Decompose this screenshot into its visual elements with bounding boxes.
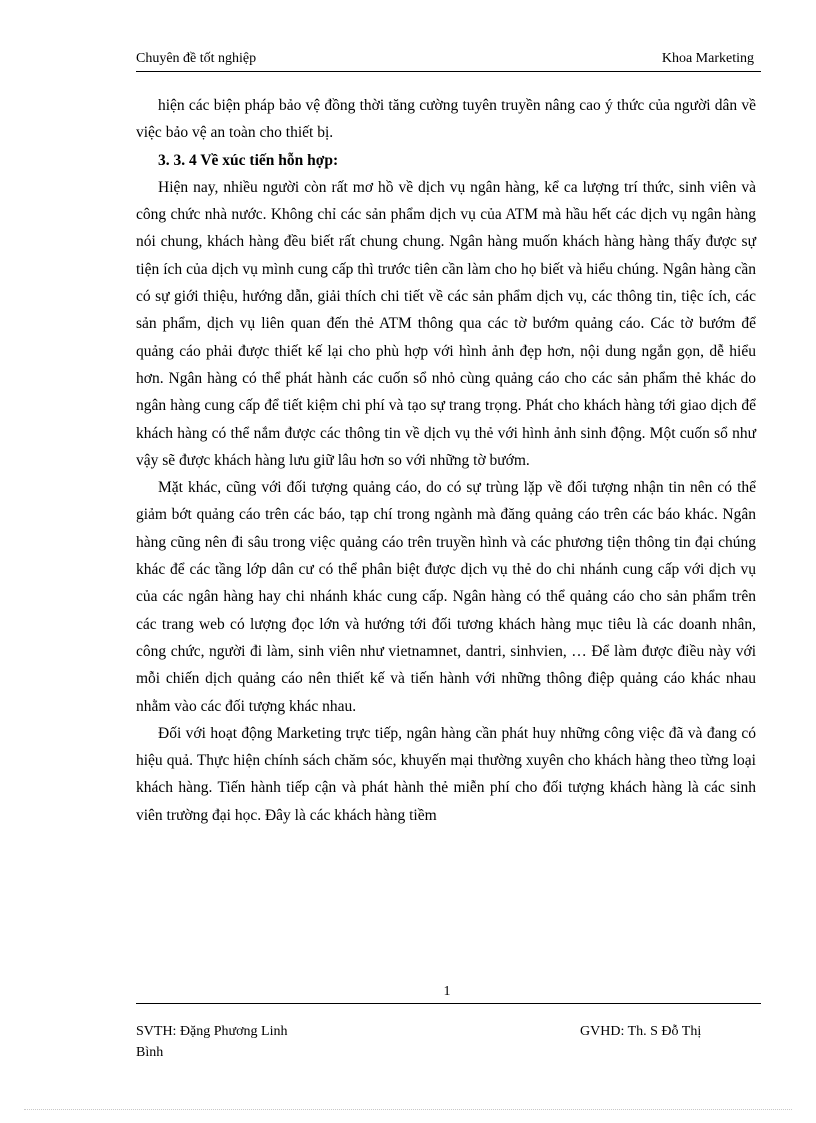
page-boundary-dotted-line — [24, 1109, 792, 1110]
header-document-title: Chuyên đề tốt nghiệp — [136, 51, 257, 66]
body-paragraph-advertising: Mặt khác, cũng với đối tượng quảng cáo, do có sự trùng lặp về đối tượng nhận tin nên có thể giảm bớt quảng cáo trên các báo, tạp chí trong ngành mà đăng quảng cáo trên các báo khác. Ngân hàng cũng nên đi sâu trong việc quảng cáo trên truyền hình và các phương tiện thông tin đại chúng khác để các tầng lớp dân cư có thể phân biệt được dịch vụ thẻ do chi nhánh cung cấp với dịch vụ của các ngân hàng hay chi nhánh khác cung cấp. Ngân hàng có thể quảng cáo cho sản phẩm trên các trang web có lượng đọc lớn và hướng tới đối tương khách hàng mục tiêu là các doanh nhân, công chức, người đi làm, sinh viên như vietnamnet, dantri, sinhvien, … Để làm được điều này với mỗi chiến dịch quảng cáo nên thiết kế và tiến hành với những thông điệp quảng cáo khác nhau nhằm vào các đối tượng khác nhau. — [136, 479, 756, 715]
document-body — [136, 92, 756, 829]
body-paragraph-direct-marketing: Đối với hoạt động Marketing trực tiếp, ngân hàng cần phát huy những công việc đã và đang có hiệu quả. Thực hiện chính sách chăm sóc, khuyến mại thường xuyên cho khách hàng theo từng loại khách hàng. Tiến hành tiếp cận và phát hành thẻ miễn phí cho đối tượng khách hàng là các sinh viên trường đại học. Đây là các khách hàng tiềm — [136, 724, 756, 824]
body-paragraph-continued: hiện các biện pháp bảo vệ đồng thời tăng cường tuyên truyền nâng cao ý thức của người dân về việc bảo vệ an toàn cho thiết bị. — [136, 97, 756, 142]
header-divider — [136, 71, 761, 72]
header-department: Khoa Marketing — [661, 51, 754, 66]
page-header — [136, 50, 754, 70]
advisor-name-line-1: GVHD: Th. S Đỗ Thị — [580, 1024, 702, 1039]
body-paragraph-promotion-awareness: Hiện nay, nhiều người còn rất mơ hồ về dịch vụ ngân hàng, kể ca lượng trí thức, sinh viên và công chức nhà nước. Không chỉ các sản phẩm dịch vụ của ATM mà hầu hết các dịch vụ ngân hàng nói chung, khách hàng đều biết rất chung chung. Ngân hàng muốn khách hàng hàng thấy được sự tiện ích của dịch vụ mình cung cấp thì trước tiên cần làm cho họ biết và hiểu chúng. Ngân hàng cần có sự giới thiệu, hướng dẫn, giải thích chi tiết về các sản phẩm dịch vụ, các thông tin, tiệc ích, các sản phẩm, dịch vụ liên quan đến thẻ ATM thông qua các tờ bướm quảng cáo. Các tờ bướm để quảng cáo phải được thiết kế lại cho phù hợp với hình ảnh đẹp hơn, nội dung ngắn gọn, dễ hiểu hơn. Ngân hàng có thể phát hành các cuốn sổ nhỏ cùng quảng cáo cho các sản phẩm thẻ khác do ngân hàng cung cấp để tiết kiệm chi phí và tạo sự trang trọng. Phát cho khách hàng tới giao dịch để khách hàng có thể nắm được các thông tin về dịch vụ thẻ với hình ảnh sinh động. Một cuốn sổ như vậy sẽ được khách hàng lưu giữ lâu hơn so với những tờ bướm. — [136, 178, 756, 469]
page-number: 1 — [443, 984, 451, 999]
student-name: SVTH: Đặng Phương Linh — [136, 1024, 288, 1039]
advisor-name-line-2: Bình — [136, 1045, 164, 1060]
footer-divider — [136, 1003, 761, 1004]
section-heading: 3. 3. 4 Về xúc tiến hỗn hợp: — [158, 151, 339, 169]
